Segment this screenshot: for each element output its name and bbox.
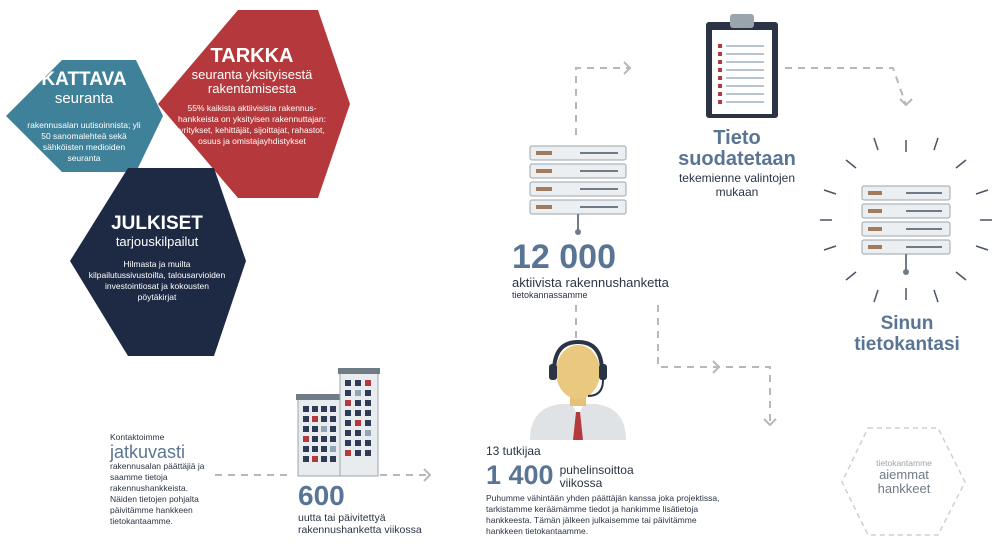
building-icon bbox=[296, 368, 380, 476]
contact-body: rakennusalan päättäjiä ja saamme tietoja rakennushankkeista. Näiden tietojen pohjalta päivitämme hankkeen tietokantaamme. bbox=[110, 461, 205, 527]
updates-label: uutta tai päivitettyä rakennushanketta viikossa bbox=[298, 512, 422, 537]
your-db-block bbox=[840, 314, 974, 356]
filter-title-2: suodatetaan bbox=[678, 148, 796, 170]
callers-body: Puhumme vähintään yhden päättäjän kanssa joka projektissa, tarkistamme keräämämme tiedot ja hankimme lisätietoja hankkeesta. Tämän jälkeen julkaisemme tai päivitämme hankkeen tietokantaamme. bbox=[486, 493, 720, 537]
callers-block bbox=[486, 444, 726, 537]
hex-kattava-body: rakennusalan uutisoinnista; yli 50 sanomalehteä sekä sähköisten medioiden seuranta bbox=[27, 119, 141, 163]
hex-kattava-subtitle: seuranta bbox=[54, 90, 114, 107]
filter-title-1: Tieto bbox=[713, 127, 761, 149]
hex-kattava bbox=[22, 70, 146, 164]
hex-tarkka-body: 55% kaikista aktiivisista rakennus-hankkeista on yksityisen rakennuttajan: yritykset, kehittäjät, sijoittajat, rahastot, osuus ja omistajayhdistykset bbox=[178, 103, 326, 147]
past-line2: hankkeet bbox=[877, 481, 931, 497]
filter-body: tekemienne valintojen mukaan bbox=[678, 171, 796, 199]
hex-tarkka-title: TARKKA bbox=[210, 45, 294, 67]
updates-block bbox=[298, 482, 468, 536]
contact-lead: Kontaktoimme bbox=[110, 432, 165, 442]
database-sub: tietokannassamme bbox=[512, 290, 588, 300]
past-block bbox=[852, 458, 956, 497]
filter-block bbox=[662, 128, 812, 200]
database-block bbox=[512, 240, 732, 300]
hex-julkiset-body: Hilmasta ja muilta kilpailutussivustoilta, talousarvioiden investointiosat ja kokousten pöytäkirjat bbox=[88, 258, 226, 302]
contact-block bbox=[110, 432, 214, 527]
server-burst-icon bbox=[820, 138, 992, 302]
past-line1: aiemmat bbox=[879, 467, 929, 482]
hex-kattava-title: KATTAVA bbox=[41, 69, 127, 90]
hex-julkiset-subtitle: tarjouskilpailut bbox=[115, 234, 199, 249]
hex-julkiset-title: JULKISET bbox=[111, 213, 203, 234]
hex-tarkka bbox=[170, 46, 334, 147]
callers-label: puhelinsoittoa viikossa bbox=[559, 463, 634, 490]
hex-tarkka-subtitle: seuranta yksityisestä rakentamisesta bbox=[191, 67, 313, 96]
hex-julkiset bbox=[88, 214, 226, 303]
updates-number: 600 bbox=[298, 480, 345, 511]
contact-big: jatkuvasti bbox=[110, 442, 186, 463]
callcenter-agent-icon bbox=[530, 342, 626, 440]
callers-number: 1 400 bbox=[486, 460, 554, 490]
database-label: aktiivista rakennushanketta bbox=[512, 275, 669, 290]
clipboard-icon bbox=[706, 14, 778, 118]
database-number: 12 000 bbox=[512, 238, 616, 276]
server-icon bbox=[530, 146, 626, 235]
callers-researchers: 13 tutkijaa bbox=[486, 444, 541, 458]
past-small: tietokantamme bbox=[876, 458, 932, 468]
your-db-line2: tietokantasi bbox=[854, 333, 960, 355]
your-db-line1: Sinun bbox=[880, 313, 934, 334]
